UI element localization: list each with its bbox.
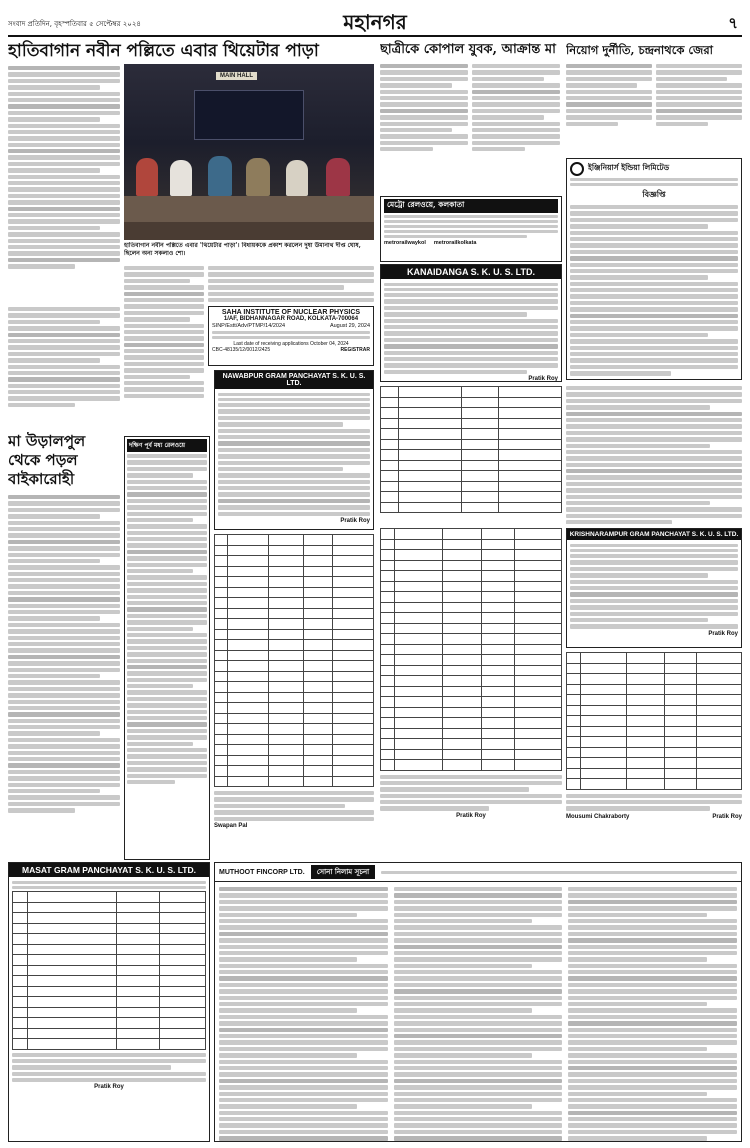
photo-floor: [124, 222, 374, 240]
ad-muthoot-title: সোনা নিলাম সূচনা: [311, 865, 376, 879]
ad-saha-date: August 29, 2024: [329, 323, 370, 329]
story-headline: নিয়োগ দুর্নীতি, চন্দ্রনাথকে জেরা: [566, 43, 713, 57]
story-theatre-body-2: [8, 305, 120, 425]
story-theatre-body-4: [208, 264, 374, 304]
ad-saha-signatory: REGISTRAR: [340, 347, 370, 353]
ad-krishnarampur-signatory: Pratik Roy: [708, 630, 738, 637]
ad-metro-name: মেট্রো রেলওয়ে, কলকাতা: [384, 199, 558, 213]
nawabpur-signatory-2: Swapan Pal: [214, 822, 248, 829]
story-headline: হাতিবাগান নবীন পল্লিতে এবার থিয়েটার পাড়া: [8, 41, 319, 61]
krishnarampur-signatory-2: Mousumi Chakraborty: [566, 813, 630, 820]
story-crime: [380, 40, 560, 190]
ad-engineers-name: ইঞ্জিনিয়ার্স ইন্ডিয়া লিমিটেড: [588, 163, 670, 172]
photo-table: [124, 196, 374, 222]
eil-logo-icon: [570, 162, 584, 176]
ad-krishnarampur-name: KRISHNARAMPUR GRAM PANCHAYAT S. K. U. S. LTD.: [567, 529, 741, 540]
ad-saha-code: CBC-48135/12/0012/2425: [212, 347, 271, 353]
ad-masat: [8, 862, 210, 1142]
middle-table: [380, 528, 562, 858]
story-flyover: [8, 432, 120, 852]
ad-metro-social-2: metrorailkolkata: [433, 240, 477, 246]
ad-saha-ref: SINP/Estt/Adv/PTMP/14/2024: [212, 323, 286, 329]
ad-saha-address: 1/AF, BIDHANNAGAR ROAD, KOLKATA-700064: [223, 316, 359, 322]
ad-metro-social: metrorailwaykol: [384, 240, 426, 246]
masthead: [8, 6, 742, 34]
photo-screen: [194, 90, 304, 140]
ad-kanaidanga-signatory: Pratik Roy: [528, 376, 558, 382]
ad-masat-name: MASAT GRAM PANCHAYAT S. K. U. S. LTD.: [9, 863, 209, 877]
photo-banner: MAIN HALL: [216, 72, 257, 80]
page-number: ৭: [728, 14, 738, 32]
ad-muthoot: [214, 862, 742, 1142]
section-title: মহানগর: [343, 10, 407, 34]
theatre-photo: [124, 64, 374, 240]
ad-engineers-title: বিজ্ঞপ্তি: [642, 189, 666, 199]
ad-kanaidanga-name: KANAIDANGA S. K. U. S. LTD.: [381, 265, 561, 279]
story-theatre-body-3: [124, 264, 204, 424]
ad-metro-railway: [380, 196, 562, 262]
ad-kanaidanga: [380, 264, 562, 382]
nawabpur-table: [214, 534, 374, 856]
ad-southeast-name: দক্ষিণ পূর্ব মধ্য রেলওয়ে: [127, 439, 207, 452]
ad-nawabpur-signatory: Pratik Roy: [340, 518, 370, 525]
ad-saha-institute: [208, 306, 374, 366]
photo-caption: হাতিবাগান নবীন পল্লিতে এবার 'থিয়েটার পাড়া'। বিধায়ককে প্রকাশ করলেন দুষা উমানাথ দীপ্ত ঘোষ, ছিলেন অন্য সকলাও শো।: [124, 242, 361, 257]
photo-people: [130, 150, 368, 196]
ad-saha-name: SAHA INSTITUTE OF NUCLEAR PHYSICS: [221, 309, 361, 316]
krishnarampur-signatory-3: Pratik Roy: [712, 813, 742, 820]
date-line: সংবাদ প্রতিদিন, বৃহস্পতিবার ৫ সেপ্টেম্বর ২০২৪: [8, 20, 141, 28]
ad-muthoot-name: MUTHOOT FINCORP LTD.: [219, 868, 305, 876]
ad-masat-signatory: Pratik Roy: [94, 1084, 124, 1091]
ad-southeast-railway: [124, 436, 210, 860]
ad-krishnarampur: [566, 528, 742, 648]
krishnarampur-table: [566, 652, 742, 858]
ad-nawabpur: [214, 370, 374, 530]
story-headline: ছাত্রীকে কোপাল যুবক, আক্রান্ত মা: [380, 42, 556, 57]
story-scam: [566, 40, 742, 158]
notice-column-right: [566, 384, 742, 524]
ad-saha-deadline: Last date of receiving applications October 04, 2024: [233, 341, 349, 347]
kanaidanga-table: [380, 386, 562, 524]
masthead-rule: [8, 35, 742, 37]
story-theatre-body: [8, 64, 120, 304]
ad-engineers-india: [566, 158, 742, 380]
story-headline: মা উড়ালপুল থেকে পড়ল বাইকারোহী: [8, 432, 86, 488]
ad-nawabpur-name: NAWABPUR GRAM PANCHAYAT S. K. U. S. LTD.: [215, 371, 373, 389]
middle-signatory: Pratik Roy: [456, 812, 486, 819]
